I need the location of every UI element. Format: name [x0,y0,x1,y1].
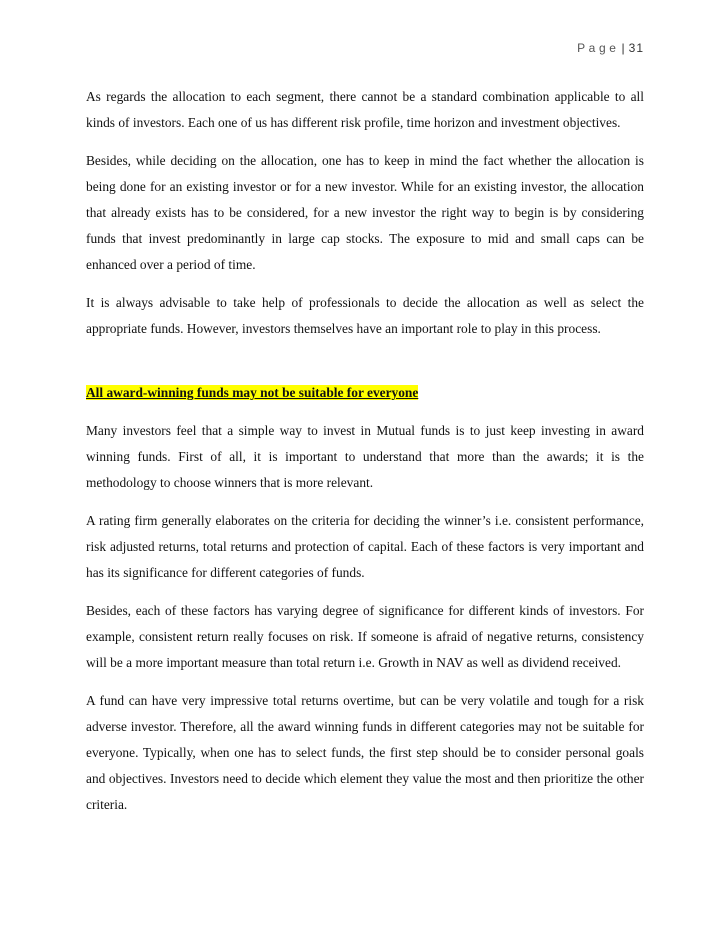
paragraph: Many investors feel that a simple way to invest in Mutual funds is to just keep investing in award winning funds. First of all, it is important to understand that more than the awards; it is the methodology to choose winners that is more relevant. [86,423,644,490]
paragraph: It is always advisable to take help of professionals to decide the allocation as well as select the appropriate funds. However, investors themselves have an important role to play in this process. [86,295,644,336]
paragraph: Besides, each of these factors has varying degree of significance for different kinds of investors. For example, consistent return really focuses on risk. If someone is afraid of negative returns, consistency will be a more important measure than total return i.e. Growth in NAV as well as dividend received. [86,603,644,670]
section-heading-wrapper [86,380,644,406]
paragraph: A fund can have very impressive total returns overtime, but can be very volatile and tough for a risk adverse investor. Therefore, all the award winning funds in different categories may not be suitable for everyone. Typically, when one has to select funds, the first step should be to consider personal goals and objectives. Investors need to decide which element they value the most and then prioritize the other criteria. [86,693,644,812]
section-heading: All award-winning funds may not be suitable for everyone [86,385,419,400]
document-body [86,84,644,830]
page-header [577,41,644,55]
paragraph: A rating firm generally elaborates on the criteria for deciding the winner’s i.e. consistent performance, risk adjusted returns, total returns and protection of capital. Each of these factors is very important and has its significance for different categories of funds. [86,513,644,580]
page-number: 31 [628,41,644,55]
paragraph: As regards the allocation to each segment, there cannot be a standard combination applicable to all kinds of investors. Each one of us has different risk profile, time horizon and investment objectives. [86,89,644,130]
page-separator: | [621,41,625,55]
paragraph: Besides, while deciding on the allocation, one has to keep in mind the fact whether the allocation is being done for an existing investor or for a new investor. While for an existing investor, the allocation that already exists has to be considered, for a new investor the right way to begin is by considering funds that invest predominantly in large cap stocks. The exposure to mid and small caps can be enhanced over a period of time. [86,153,644,272]
page-label: Page [577,41,620,55]
